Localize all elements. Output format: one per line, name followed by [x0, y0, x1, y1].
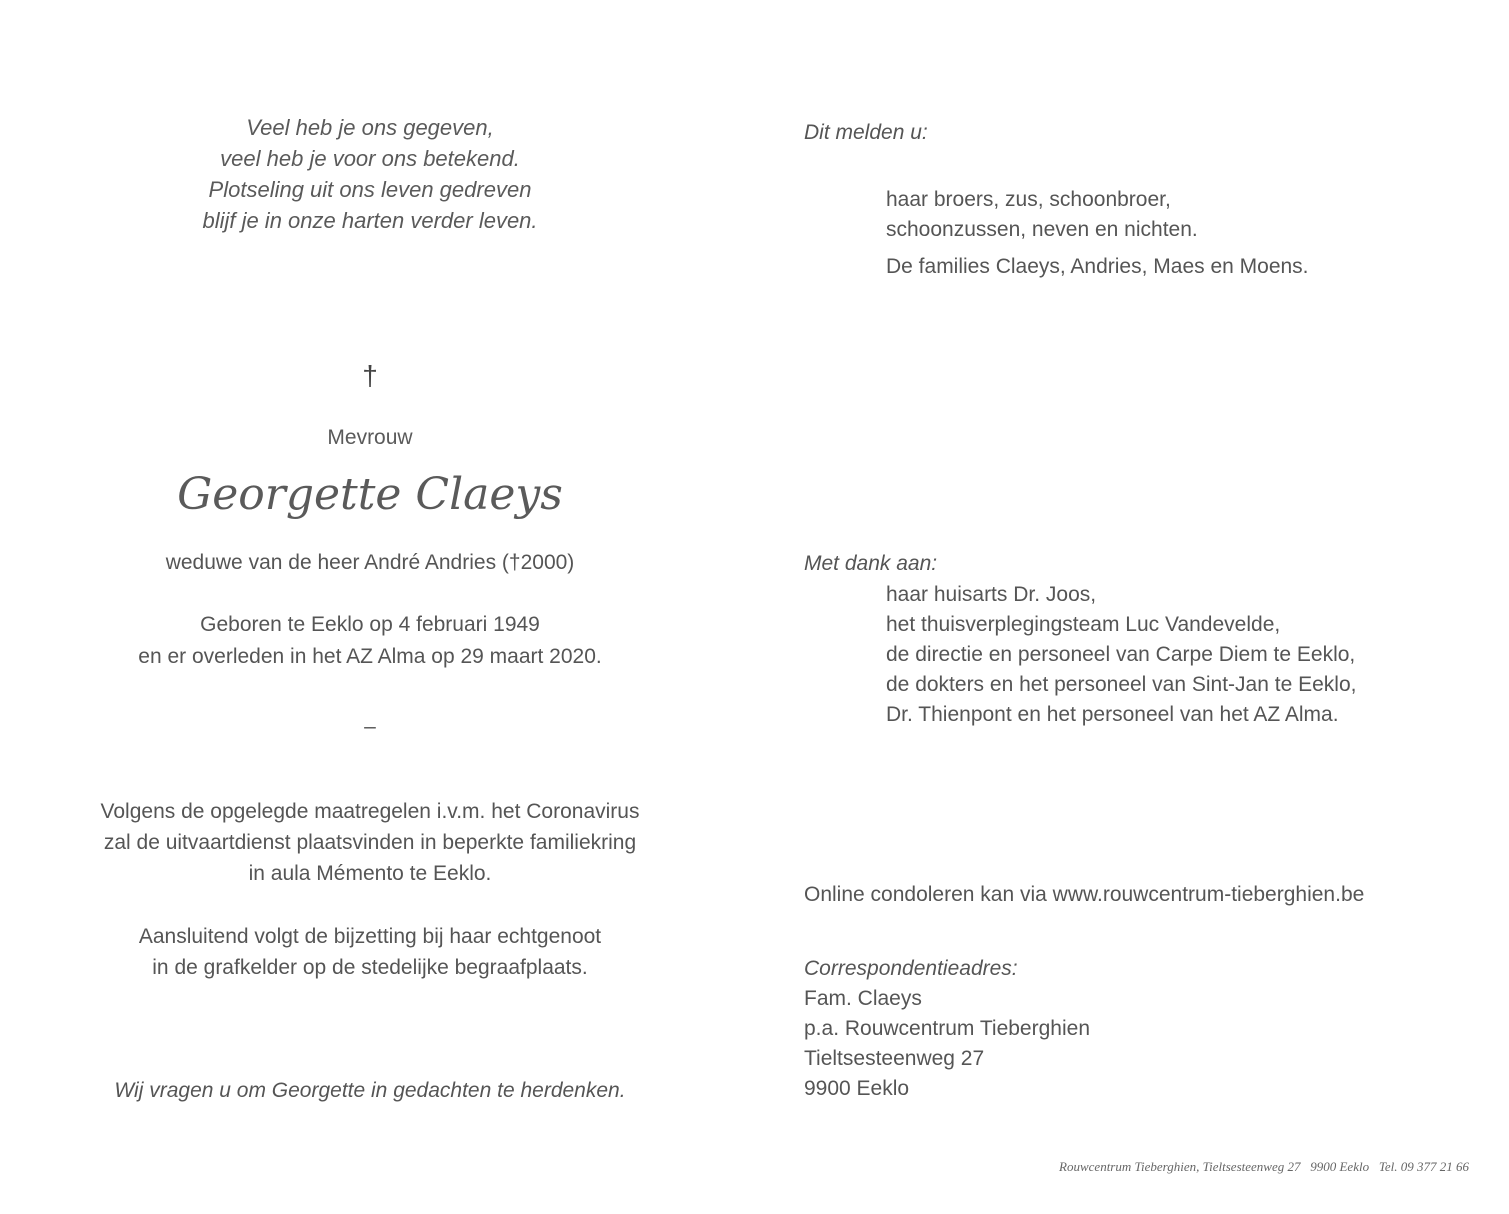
deceased-name: Georgette Claeys — [177, 469, 563, 520]
thanks-item: Dr. Thienpont en het personeel van het AZ Alma. — [886, 703, 1339, 726]
memorial-poem — [60, 112, 680, 236]
died-line: en er overleden in het AZ Alma op 29 maart 2020. — [138, 645, 602, 668]
correspondence-address — [804, 984, 1484, 1104]
poem-line: veel heb je voor ons betekend. — [220, 146, 520, 171]
address-heading: Correspondentieadres: — [804, 957, 1018, 980]
thanks-list — [886, 580, 1486, 730]
funeral-line: zal de uitvaartdienst plaatsvinden in beperkte familiekring — [103, 831, 637, 854]
honorific: Mevrouw — [327, 426, 413, 449]
poem-line: Plotseling uit ons leven gedreven — [208, 177, 532, 202]
address-line: 9900 Eeklo — [804, 1077, 910, 1100]
burial-line: in de grafkelder op de stedelijke begraafplaats. — [152, 956, 588, 979]
announce-family — [886, 185, 1486, 245]
funeral-line: in aula Mémento te Eeklo. — [248, 862, 492, 885]
thanks-item: de directie en personeel van Carpe Diem te Eeklo, — [886, 643, 1356, 666]
thanks-item: de dokters en het personeel van Sint-Jan te Eeklo, — [886, 673, 1357, 696]
announce-heading: Dit melden u: — [804, 121, 928, 144]
address-line: Fam. Claeys — [804, 987, 922, 1010]
announce-family-line: haar broers, zus, schoonbroer, — [886, 188, 1171, 211]
born-line: Geboren te Eeklo op 4 februari 1949 — [200, 613, 540, 636]
announce-family-line: schoonzussen, neven en nichten. — [886, 218, 1198, 241]
poem-line: Veel heb je ons gegeven, — [246, 115, 494, 140]
online-condolence: Online condoleren kan via www.rouwcentrum-tieberghien.be — [804, 883, 1365, 906]
widow-line: weduwe van de heer André Andries (†2000) — [165, 551, 575, 574]
address-line: Tieltsesteenweg 27 — [804, 1047, 985, 1070]
funeral-notice — [60, 796, 680, 889]
cross-icon: † — [362, 360, 378, 391]
address-line: p.a. Rouwcentrum Tieberghien — [804, 1017, 1090, 1040]
poem-line: blijf je in onze harten verder leven. — [202, 208, 538, 233]
thanks-item: haar huisarts Dr. Joos, — [886, 583, 1097, 606]
remembrance-line: Wij vragen u om Georgette in gedachten te herdenken. — [114, 1079, 626, 1102]
thanks-heading: Met dank aan: — [804, 552, 938, 575]
funeral-line: Volgens de opgelegde maatregelen i.v.m. het Coronavirus — [100, 800, 640, 823]
thanks-item: het thuisverplegingsteam Luc Vandevelde, — [886, 613, 1281, 636]
burial-notice — [60, 921, 680, 983]
separator: – — [364, 715, 376, 738]
funeral-home-footer: Rouwcentrum Tieberghien, Tieltsesteenweg 27 9900 Eeklo Tel. 09 377 21 66 — [1059, 1159, 1469, 1174]
burial-line: Aansluitend volgt de bijzetting bij haar echtgenoot — [138, 925, 602, 948]
birth-death-dates — [60, 609, 680, 673]
announce-families: De families Claeys, Andries, Maes en Moens. — [886, 255, 1309, 278]
